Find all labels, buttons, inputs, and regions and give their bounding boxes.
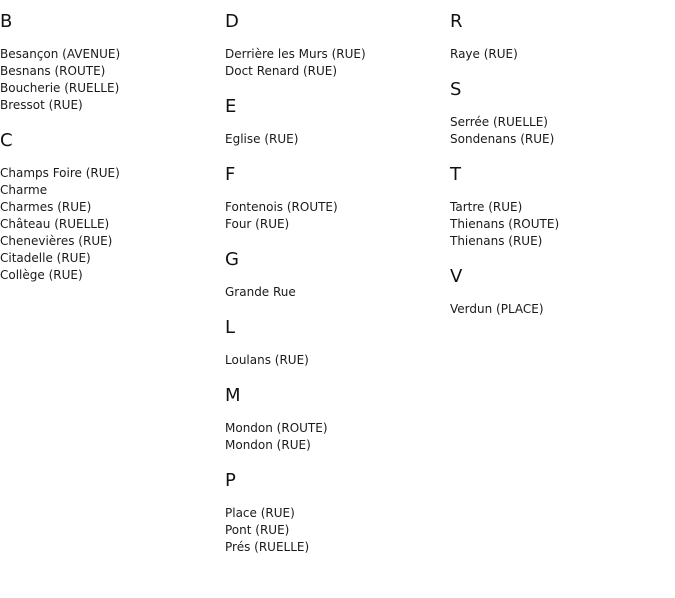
street-list [225, 284, 445, 301]
street-list [450, 114, 670, 148]
street-list [225, 505, 445, 556]
letter-group [0, 12, 220, 114]
street-link[interactable]: Grande Rue [225, 285, 296, 299]
street-link[interactable]: Charme [0, 183, 48, 197]
letter-heading: M [225, 385, 241, 406]
street-item [0, 63, 220, 80]
street-item [225, 63, 445, 80]
letter-heading: V [450, 266, 463, 287]
street-item [450, 301, 670, 318]
street-item [0, 216, 220, 233]
street-link[interactable]: Champs Foire (RUE) [0, 166, 120, 180]
street-list [225, 131, 445, 148]
street-item [225, 216, 445, 233]
street-link[interactable]: Sondenans (RUE) [450, 132, 555, 146]
street-link[interactable]: Doct Renard (RUE) [225, 64, 338, 78]
street-list [450, 301, 670, 318]
letter-heading: S [450, 79, 462, 100]
letter-heading: P [225, 470, 236, 491]
street-item [225, 352, 445, 369]
street-item [225, 46, 445, 63]
letter-group [225, 318, 445, 369]
street-item [0, 267, 220, 284]
street-item [0, 233, 220, 250]
letter-heading: B [0, 11, 13, 32]
letter-group [450, 165, 670, 250]
street-item [0, 182, 220, 199]
street-item [450, 131, 670, 148]
street-link[interactable]: Bressot (RUE) [0, 98, 83, 112]
letter-heading: T [450, 164, 461, 185]
letter-group [225, 165, 445, 233]
street-item [0, 97, 220, 114]
street-item [0, 250, 220, 267]
letter-group [450, 12, 670, 63]
index-column-3 [450, 12, 670, 335]
street-link[interactable]: Besnans (ROUTE) [0, 64, 106, 78]
street-item [450, 114, 670, 131]
street-link[interactable]: Place (RUE) [225, 506, 295, 520]
letter-heading: L [225, 317, 236, 338]
street-item [450, 199, 670, 216]
letter-heading: D [225, 11, 239, 32]
street-list [450, 46, 670, 63]
street-link[interactable]: Besançon (AVENUE) [0, 47, 121, 61]
street-link[interactable]: Château (RUELLE) [0, 217, 110, 231]
letter-group [450, 267, 670, 318]
street-item [450, 216, 670, 233]
street-link[interactable]: Tartre (RUE) [450, 200, 523, 214]
street-list [225, 352, 445, 369]
letter-heading: G [225, 249, 239, 270]
street-list [450, 199, 670, 250]
street-item [225, 420, 445, 437]
index-column-1 [0, 12, 220, 301]
street-link[interactable]: Verdun (PLACE) [450, 302, 544, 316]
street-link[interactable]: Mondon (RUE) [225, 438, 311, 452]
street-link[interactable]: Thienans (ROUTE) [450, 217, 560, 231]
street-item [225, 131, 445, 148]
street-item [225, 539, 445, 556]
street-link[interactable]: Derrière les Murs (RUE) [225, 47, 366, 61]
street-list [225, 46, 445, 80]
street-item [0, 199, 220, 216]
street-link[interactable]: Pont (RUE) [225, 523, 290, 537]
street-link[interactable]: Prés (RUELLE) [225, 540, 310, 554]
street-link[interactable]: Mondon (ROUTE) [225, 421, 328, 435]
letter-group [450, 80, 670, 148]
street-list [225, 199, 445, 233]
street-list [0, 46, 220, 114]
street-item [225, 284, 445, 301]
street-link[interactable]: Raye (RUE) [450, 47, 518, 61]
letter-heading: E [225, 96, 237, 117]
letter-group [225, 386, 445, 454]
letter-heading: C [0, 130, 13, 151]
street-list [225, 420, 445, 454]
street-item [225, 199, 445, 216]
street-item [450, 233, 670, 250]
street-link[interactable]: Eglise (RUE) [225, 132, 299, 146]
street-item [225, 522, 445, 539]
street-link[interactable]: Chenevières (RUE) [0, 234, 113, 248]
letter-group [225, 97, 445, 148]
street-link[interactable]: Thienans (RUE) [450, 234, 543, 248]
letter-group [225, 250, 445, 301]
street-link[interactable]: Charmes (RUE) [0, 200, 92, 214]
letter-heading: R [450, 11, 463, 32]
letter-heading: F [225, 164, 236, 185]
letter-group [0, 131, 220, 284]
index-column-2 [225, 12, 445, 573]
street-link[interactable]: Fontenois (ROUTE) [225, 200, 338, 214]
street-link[interactable]: Citadelle (RUE) [0, 251, 91, 265]
street-link[interactable]: Loulans (RUE) [225, 353, 309, 367]
street-item [0, 80, 220, 97]
street-link[interactable]: Collège (RUE) [0, 268, 83, 282]
street-item [0, 165, 220, 182]
street-item [0, 46, 220, 63]
street-link[interactable]: Boucherie (RUELLE) [0, 81, 120, 95]
street-item [450, 46, 670, 63]
street-list [0, 165, 220, 284]
street-item [225, 505, 445, 522]
street-item [225, 437, 445, 454]
street-link[interactable]: Four (RUE) [225, 217, 290, 231]
letter-group [225, 471, 445, 556]
letter-group [225, 12, 445, 80]
street-link[interactable]: Serrée (RUELLE) [450, 115, 548, 129]
